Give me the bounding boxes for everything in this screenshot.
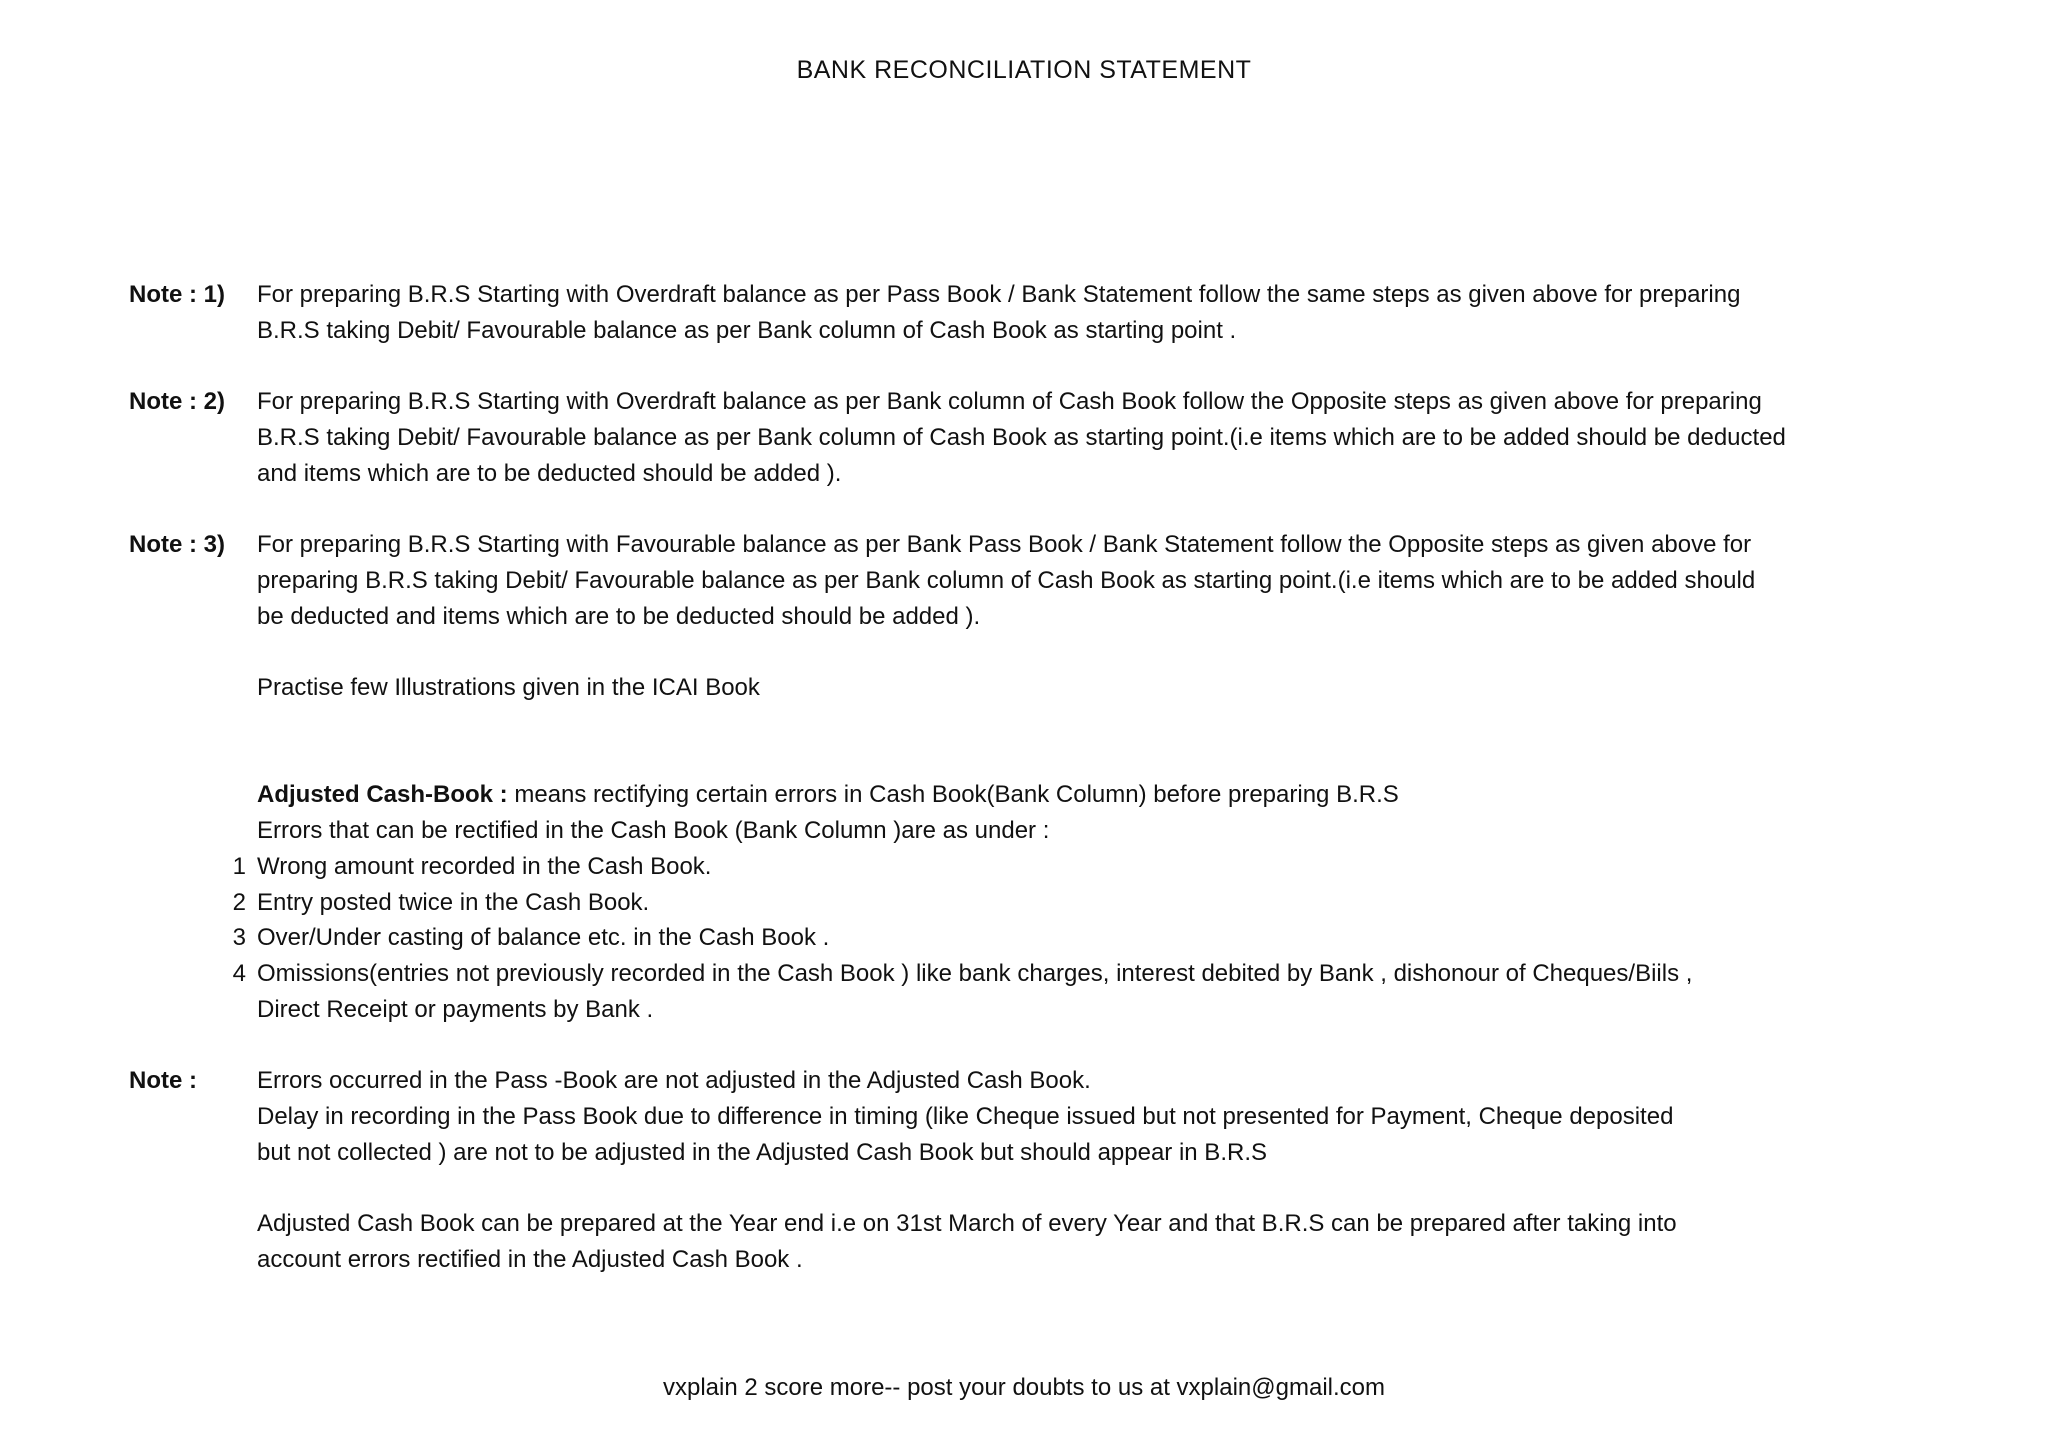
page-title: BANK RECONCILIATION STATEMENT <box>796 56 1252 84</box>
note-1-label: Note : 1) <box>129 281 225 308</box>
final-note-line-1: Errors occurred in the Pass -Book are not adjusted in the Adjusted Cash Book. <box>257 1067 1091 1094</box>
adjusted-heading-line <box>257 777 1399 813</box>
note-3-label: Note : 3) <box>129 531 225 558</box>
final-note-line-2: Delay in recording in the Pass Book due to difference in timing (like Cheque issued but not presented for Payment, Cheque deposited <box>257 1103 1674 1130</box>
note-2-line-1: For preparing B.R.S Starting with Overdraft balance as per Bank column of Cash Book follow the Opposite steps as given above for preparing <box>257 388 1762 415</box>
closing-line-2: account errors rectified in the Adjusted Cash Book . <box>257 1246 803 1273</box>
adjusted-intro: Errors that can be rectified in the Cash Book (Bank Column )are as under : <box>257 817 1050 844</box>
list-item-number: 4 <box>232 960 246 987</box>
list-item-number: 1 <box>232 853 246 880</box>
list-item-number: 2 <box>232 889 246 916</box>
note-2-line-2: B.R.S taking Debit/ Favourable balance as per Bank column of Cash Book as starting point.(i.e items which are to be added should be deducted <box>257 424 1786 451</box>
practise-text: Practise few Illustrations given in the ICAI Book <box>257 674 760 701</box>
note-3-line-2: preparing B.R.S taking Debit/ Favourable balance as per Bank column of Cash Book as starting point.(i.e items which are to be added should <box>257 567 1756 594</box>
list-item: Over/Under casting of balance etc. in the Cash Book . <box>257 924 830 951</box>
adjusted-heading: Adjusted Cash-Book : <box>257 781 508 808</box>
note-1-line-1: For preparing B.R.S Starting with Overdraft balance as per Pass Book / Bank Statement follow the same steps as given above for preparing <box>257 281 1741 308</box>
adjusted-heading-rest: means rectifying certain errors in Cash Book(Bank Column) before preparing B.R.S <box>507 781 1399 808</box>
final-note-label: Note : <box>129 1067 197 1094</box>
final-note-line-3: but not collected ) are not to be adjusted in the Adjusted Cash Book but should appear in B.R.S <box>257 1139 1267 1166</box>
list-item: Wrong amount recorded in the Cash Book. <box>257 853 712 880</box>
note-3-line-1: For preparing B.R.S Starting with Favourable balance as per Bank Pass Book / Bank Statement follow the Opposite steps as given above for <box>257 531 1752 558</box>
closing-line-1: Adjusted Cash Book can be prepared at the Year end i.e on 31st March of every Year and that B.R.S can be prepared after taking into <box>257 1210 1677 1237</box>
list-item-number: 3 <box>232 924 246 951</box>
list-item: Omissions(entries not previously recorded in the Cash Book ) like bank charges, interest debited by Bank , dishonour of Cheques/Biils , <box>257 960 1693 987</box>
note-2-line-3: and items which are to be deducted should be added ). <box>257 460 842 487</box>
note-3-line-3: be deducted and items which are to be deducted should be added ). <box>257 603 981 630</box>
list-item: Entry posted twice in the Cash Book. <box>257 889 650 916</box>
note-1-line-2: B.R.S taking Debit/ Favourable balance as per Bank column of Cash Book as starting point . <box>257 317 1237 344</box>
footer-text: vxplain 2 score more-- post your doubts to us at vxplain@gmail.com <box>662 1374 1385 1401</box>
note-2-label: Note : 2) <box>129 388 225 415</box>
list-item-continuation: Direct Receipt or payments by Bank . <box>257 996 654 1023</box>
